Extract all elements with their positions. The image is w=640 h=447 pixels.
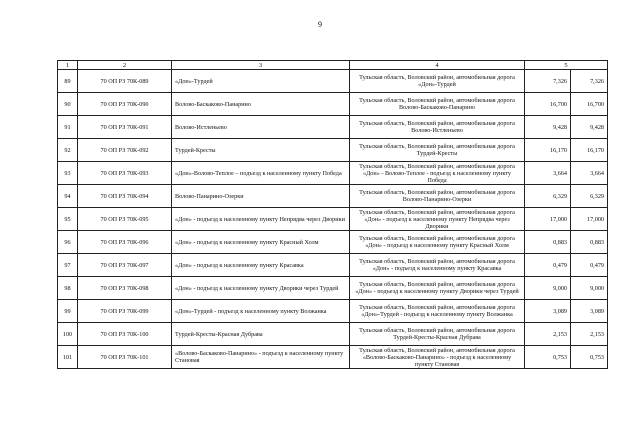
road-location: Тульская область, Воловский район, автомобильная дорога «Дон»-Турдей - подъезд к населенному пункту Волжанка [350,300,525,323]
road-length-total: 3,664 [571,162,608,185]
road-id: 70 ОП РЗ 70К-098 [78,277,172,300]
road-length-total: 7,326 [571,70,608,93]
road-name: «Дон» - подъезд к населенному пункту Красный Холм [172,231,350,254]
road-name: «Дон»-Волово-Теплое – подъезд к населенному пункту Победа [172,162,350,185]
road-location: Тульская область, Воловский район, автомобильная дорога Турдей-Кресты-Красная Дубрава [350,323,525,346]
row-number: 96 [58,231,78,254]
road-id: 70 ОП РЗ 70К-094 [78,185,172,208]
road-length: 16,700 [525,93,571,116]
road-length-total: 0,753 [571,346,608,369]
road-id: 70 ОП РЗ 70К-090 [78,93,172,116]
road-location: Тульская область, Воловский район, автомобильная дорога Волово-Истленьево [350,116,525,139]
road-name: Турдей-Кресты [172,139,350,162]
road-length: 0,883 [525,231,571,254]
road-id: 70 ОП РЗ 70К-089 [78,70,172,93]
road-id: 70 ОП РЗ 70К-100 [78,323,172,346]
road-location: Тульская область, Воловский район, автомобильная дорога «Дон» - подъезд к населенному пункту Красный Холм [350,231,525,254]
road-name: «Дон» - подъезд к населенному пункту Непрядва через Дворики [172,208,350,231]
road-location: Тульская область, Воловский район, автомобильная дорога «Волово-Баскаково-Панарино» - подъезд к населенному пункту Становая [350,346,525,369]
road-name: «Дон»-Турдей [172,70,350,93]
header-col-5: 5 [525,61,608,70]
road-length-total: 9,000 [571,277,608,300]
table-body [58,70,608,369]
road-id: 70 ОП РЗ 70К-101 [78,346,172,369]
road-length-total: 16,700 [571,93,608,116]
table-row [58,116,608,139]
road-length: 0,479 [525,254,571,277]
road-length-total: 9,428 [571,116,608,139]
row-number: 91 [58,116,78,139]
road-name: Турдей-Кресты-Красная Дубрава [172,323,350,346]
row-number: 97 [58,254,78,277]
road-name: «Дон» - подъезд к населенному пункту Красавка [172,254,350,277]
table-row [58,185,608,208]
header-col-1: 1 [58,61,78,70]
road-name: Волово-Истленьево [172,116,350,139]
road-id: 70 ОП РЗ 70К-093 [78,162,172,185]
row-number: 89 [58,70,78,93]
road-location: Тульская область, Воловский район, автомобильная дорога Волово-Панарино-Озерки [350,185,525,208]
table-row [58,139,608,162]
road-length: 7,326 [525,70,571,93]
table-header-row [58,61,608,70]
road-length-total: 0,883 [571,231,608,254]
road-location: Тульская область, Воловский район, автомобильная дорога Волово-Баскаково-Панарино [350,93,525,116]
road-length-total: 17,000 [571,208,608,231]
table-row [58,346,608,369]
road-id: 70 ОП РЗ 70К-092 [78,139,172,162]
table-row [58,231,608,254]
table-row [58,300,608,323]
road-name: «Волово-Баскаково-Панарино» - подъезд к населенному пункту Становая [172,346,350,369]
road-location: Тульская область, Воловский район, автомобильная дорога «Дон» - Волово-Теплое - подъезд к населенному пункту Победа [350,162,525,185]
road-length: 16,170 [525,139,571,162]
road-length: 3,089 [525,300,571,323]
road-id: 70 ОП РЗ 70К-095 [78,208,172,231]
row-number: 100 [58,323,78,346]
road-length: 2,153 [525,323,571,346]
table-row [58,162,608,185]
table-row [58,208,608,231]
road-location: Тульская область, Воловский район, автомобильная дорога «Дон»-Турдей [350,70,525,93]
road-length: 0,753 [525,346,571,369]
road-length: 6,329 [525,185,571,208]
road-location: Тульская область, Воловский район, автомобильная дорога «Дон» - подъезд к населенному пункту Красавка [350,254,525,277]
table-row [58,93,608,116]
road-length: 3,664 [525,162,571,185]
roads-table [57,60,608,369]
table-row [58,254,608,277]
road-length-total: 2,153 [571,323,608,346]
row-number: 90 [58,93,78,116]
header-col-3: 3 [172,61,350,70]
row-number: 94 [58,185,78,208]
header-col-2: 2 [78,61,172,70]
row-number: 101 [58,346,78,369]
row-number: 92 [58,139,78,162]
road-id: 70 ОП РЗ 70К-097 [78,254,172,277]
page-number: 9 [318,20,322,29]
row-number: 99 [58,300,78,323]
road-id: 70 ОП РЗ 70К-099 [78,300,172,323]
header-col-4: 4 [350,61,525,70]
road-length: 9,000 [525,277,571,300]
road-length-total: 16,170 [571,139,608,162]
road-length: 17,000 [525,208,571,231]
road-length-total: 0,479 [571,254,608,277]
table-row [58,323,608,346]
road-length-total: 6,329 [571,185,608,208]
road-name: «Дон» - подъезд к населенному пункту Дворики через Турдей [172,277,350,300]
row-number: 98 [58,277,78,300]
road-name: «Дон»-Турдей - подъезд к населенному пункту Волжанка [172,300,350,323]
row-number: 93 [58,162,78,185]
table-row [58,277,608,300]
road-location: Тульская область, Воловский район, автомобильная дорога «Дон» - подъезд к населенному пункту Непрядва через Дворики [350,208,525,231]
road-id: 70 ОП РЗ 70К-091 [78,116,172,139]
row-number: 95 [58,208,78,231]
road-length: 9,428 [525,116,571,139]
road-location: Тульская область, Воловский район, автомобильная дорога «Дон» - подъезд к населенному пункту Дворики через Турдей [350,277,525,300]
road-length-total: 3,089 [571,300,608,323]
road-name: Волово-Баскаково-Панарино [172,93,350,116]
road-name: Волово-Панарино-Озерки [172,185,350,208]
road-id: 70 ОП РЗ 70К-096 [78,231,172,254]
table-row [58,70,608,93]
road-location: Тульская область, Воловский район, автомобильная дорога Турдей-Кресты [350,139,525,162]
